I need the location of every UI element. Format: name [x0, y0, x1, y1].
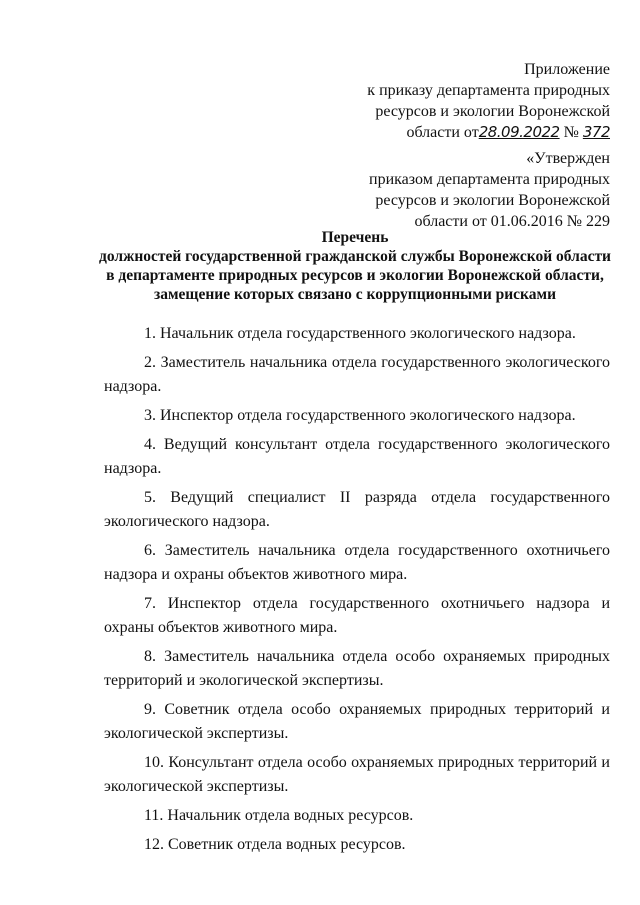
approved-line: ресурсов и экологии Воронежской — [375, 192, 610, 209]
list-item: 2. Заместитель начальника отдела государственного экологического надзора. — [104, 354, 610, 395]
appendix-line: к приказу департамента природных — [367, 82, 610, 99]
list-item: 6. Заместитель начальника отдела государственного охотничьего надзора и охраны объектов животного мира. — [104, 542, 610, 583]
list-item: 1. Начальник отдела государственного экологического надзора. — [144, 325, 576, 342]
title-line: Перечень — [321, 229, 389, 246]
list-item: 5. Ведущий специалист II разряда отдела государственного экологического надзора. — [104, 489, 610, 530]
number-sign: № — [563, 124, 579, 141]
list-item: 3. Инспектор отдела государственного экологического надзора. — [144, 407, 576, 424]
list-item: 7. Инспектор отдела государственного охотничьего надзора и охраны объектов животного мира. — [104, 595, 610, 636]
approved-line: «Утвержден — [526, 150, 610, 167]
approved-line: приказом департамента природных — [369, 171, 610, 188]
approved-header — [330, 148, 610, 232]
title-line: в департаменте природных ресурсов и экологии Воронежской области, — [106, 267, 604, 284]
approved-line: области от 01.06.2016 № 229 — [414, 213, 610, 230]
list-item: 10. Консультант отдела особо охраняемых природных территорий и экологической экспертизы. — [104, 754, 610, 795]
list-item: 11. Начальник отдела водных ресурсов. — [144, 807, 414, 824]
handwritten-number: 372 — [582, 123, 610, 141]
list-item: 12. Советник отдела водных ресурсов. — [144, 836, 406, 853]
document-title — [90, 228, 620, 304]
title-line: замещение которых связано с коррупционными рисками — [154, 286, 556, 303]
list-item: 8. Заместитель начальника отдела особо охраняемых природных территорий и экологической экспертизы. — [104, 648, 610, 689]
appendix-date-prefix: области от — [406, 124, 479, 141]
list-item: 9. Советник отдела особо охраняемых природных территорий и экологической экспертизы. — [104, 701, 610, 742]
positions-list — [104, 322, 610, 860]
title-line: должностей государственной гражданской службы Воронежской области — [99, 248, 611, 265]
appendix-date-line — [330, 122, 610, 143]
handwritten-date: 28.09.2022 — [478, 123, 560, 141]
list-item: 4. Ведущий консультант отдела государственного экологического надзора. — [104, 436, 610, 477]
appendix-line: Приложение — [524, 61, 610, 78]
appendix-header — [330, 59, 610, 143]
appendix-line: ресурсов и экологии Воронежской — [375, 103, 610, 120]
